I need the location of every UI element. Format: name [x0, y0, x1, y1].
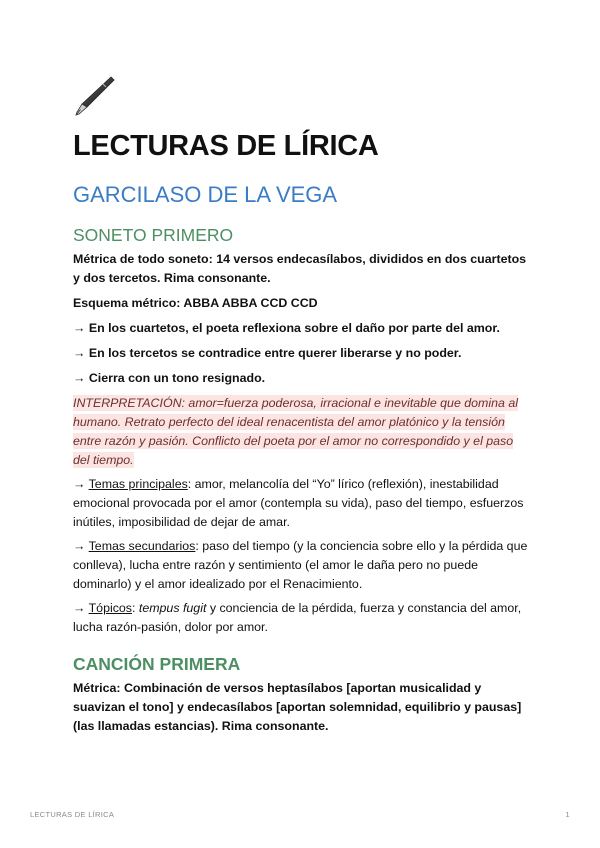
topicos: → Tópicos: tempus fugit y conciencia de la pérdida, fuerza y constancia del amor, lucha razón-pasión, dolor por amor.: [73, 601, 522, 634]
soneto-point: → En los cuartetos, el poeta reflexiona sobre el daño por parte del amor.: [73, 321, 500, 335]
interpretacion-highlight: INTERPRETACIÓN: amor=fuerza poderosa, irracional e inevitable que domina al humano. Retrato perfecto del ideal renacentista del amor platónico y la tensión entre razón y pasión. Conflicto del poeta por el amor no correspondido y el paso del tiempo.: [73, 396, 519, 467]
cancion-metrica: Métrica: Combinación de versos heptasílabos [aportan musicalidad y suavizan el tono] y endecasílabos [aportan solemnidad, equilibrio y pausas] (las llamadas estancias). Rima consonante.: [73, 681, 522, 733]
footer-title: LECTURAS DE LÍRICA: [30, 810, 115, 819]
soneto-metrica: Métrica de todo soneto: 14 versos endecasílabos, divididos en dos cuartetos y dos tercetos. Rima consonante.: [73, 252, 527, 285]
temas-principales: → Temas principales: amor, melancolía del “Yo” lírico (reflexión), inestabilidad emocional provocada por el amor (contempla su vida), paso del tiempo, esfuerzos inútiles, imposibilidad de dejar de amar.: [73, 477, 524, 529]
section-heading-cancion: CANCIÓN PRIMERA: [73, 654, 241, 674]
author-heading: GARCILASO DE LA VEGA: [73, 182, 338, 207]
temas-secundarios: → Temas secundarios: paso del tiempo (y la conciencia sobre ello y la pérdida que conlleva), lucha entre razón y sentimiento (el amor le daña pero no puede dominarlo) y el amor idealizado por el Renacimiento.: [73, 539, 528, 591]
pen-icon: [73, 74, 115, 116]
page-footer: [30, 810, 570, 819]
arrow-icon: →: [73, 539, 86, 553]
temas-principales-label: Temas principales: [88, 477, 188, 491]
arrow-icon: →: [73, 371, 86, 385]
soneto-esquema: Esquema métrico: ABBA ABBA CCD CCD: [73, 296, 318, 310]
arrow-icon: →: [73, 477, 86, 491]
arrow-icon: →: [73, 346, 86, 360]
section-heading-soneto: SONETO PRIMERO: [73, 225, 234, 245]
document-page: [73, 74, 533, 736]
temas-secundarios-label: Temas secundarios: [88, 539, 196, 553]
soneto-point: → En los tercetos se contradice entre querer liberarse y no poder.: [73, 346, 462, 360]
arrow-icon: →: [73, 321, 86, 335]
interpretacion-paragraph: [73, 394, 533, 470]
document-title: LECTURAS DE LÍRICA: [73, 130, 379, 162]
topicos-label: Tópicos: [88, 601, 132, 615]
page-number: 1: [565, 810, 570, 819]
soneto-point: → Cierra con un tono resignado.: [73, 371, 266, 385]
topicos-latin: tempus fugit: [138, 601, 207, 615]
arrow-icon: →: [73, 601, 86, 615]
